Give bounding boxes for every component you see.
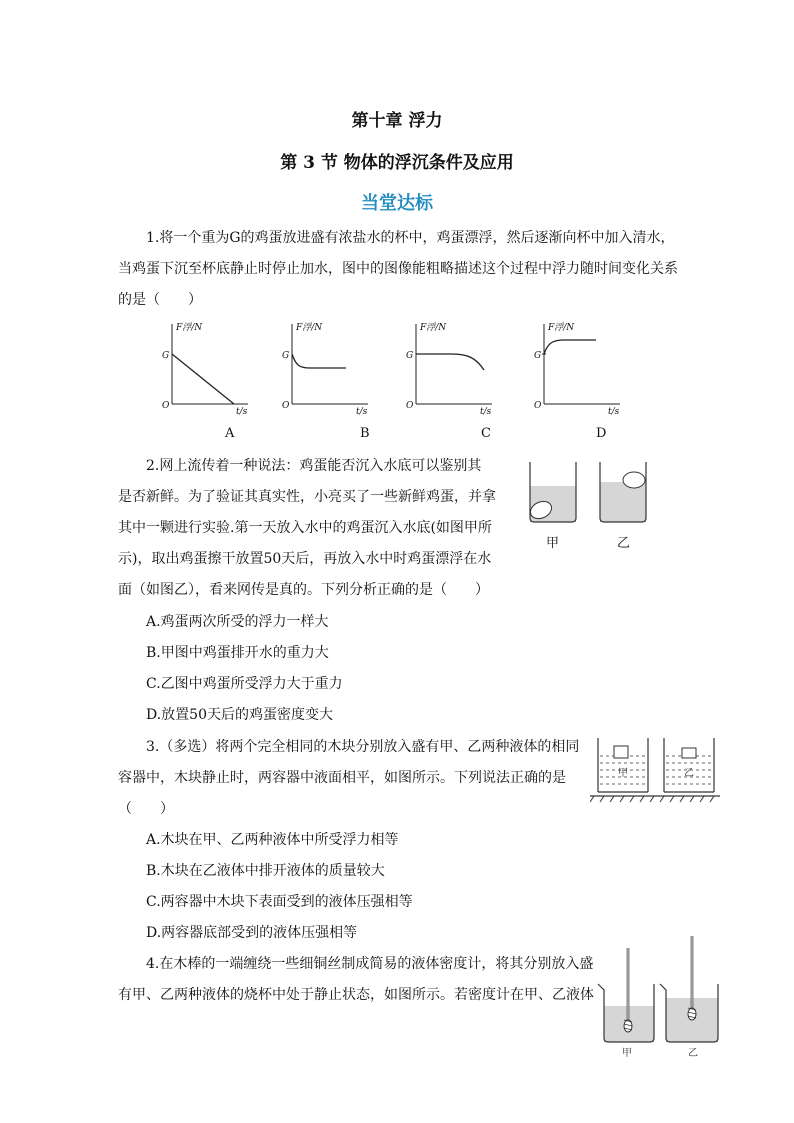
q1d-x-label: t/s (608, 407, 620, 417)
q3-wood-block-figure (590, 730, 720, 806)
q4-fig-label-yi: 乙 (688, 1048, 698, 1059)
q3-fig-label-yi: 乙 (684, 768, 694, 779)
q1c-y-label: F浮/N (420, 323, 447, 333)
q3-option-b[interactable]: B.木块在乙液体中排开液体的质量较大 (146, 863, 385, 879)
q2-option-d[interactable]: D.放置50天后的鸡蛋密度变大 (146, 707, 333, 723)
egg-floating (623, 472, 645, 488)
q3-option-d[interactable]: D.两容器底部受到的液体压强相等 (146, 925, 358, 941)
q2-fig-label-jia: 甲 (546, 536, 560, 551)
q4-line-2: 有甲、乙两种液体的烧杯中处于静止状态，如图所示。若密度计在甲、乙液体 (118, 987, 594, 1003)
q2-egg-beakers-figure (522, 458, 662, 550)
q4-hydrometer-figure (594, 930, 724, 1060)
q2-option-c[interactable]: C.乙图中鸡蛋所受浮力大于重力 (146, 676, 343, 692)
q2-option-b[interactable]: B.甲图中鸡蛋排开水的重力大 (146, 645, 329, 661)
q1-option-a[interactable]: A (225, 426, 235, 441)
q1c-origin: O (406, 401, 414, 411)
q2-line-3: 其中一颗进行实验.第一天放入水中的鸡蛋沉入水底(如图甲所 (118, 520, 492, 536)
q4-fig-label-jia: 甲 (622, 1048, 632, 1059)
q1-line-3: 的是（ ） (118, 292, 202, 308)
q1c-g-label: G (406, 351, 414, 361)
q1b-x-label: t/s (356, 407, 368, 417)
q1b-g-label: G (282, 351, 290, 361)
wood-block-yi (682, 748, 696, 758)
q1a-y-label: F浮/N (176, 323, 203, 333)
q3-line-2: 容器中，木块静止时，两容器中液面相平，如图所示。下列说法正确的是 (118, 770, 566, 786)
q1-line-2: 当鸡蛋下沉至杯底静止时停止加水，图中的图像能粗略描述这个过程中浮力随时间变化关系 (118, 261, 678, 277)
q2-line-1: 2.网上流传着一种说法：鸡蛋能否沉入水底可以鉴别其 (146, 458, 482, 474)
q1-graphs-figure (150, 318, 630, 418)
q1-option-b[interactable]: B (360, 426, 370, 441)
q1b-y-label: F浮/N (296, 323, 323, 333)
q2-fig-label-yi: 乙 (617, 536, 631, 551)
q2-line-5: 面（如图乙），看来网传是真的。下列分析正确的是（ ） (118, 582, 489, 598)
q1d-g-label: G (534, 351, 542, 361)
q2-line-4: 示)，取出鸡蛋擦干放置50天后，再放入水中时鸡蛋漂浮在水 (118, 551, 492, 567)
q1d-y-label: F浮/N (548, 323, 575, 333)
wood-block-jia (614, 746, 628, 758)
q1a-x-label: t/s (236, 407, 248, 417)
q2-line-2: 是否新鲜。为了验证其真实性，小亮买了一些新鲜鸡蛋，并拿 (118, 489, 496, 505)
q1c-x-label: t/s (480, 407, 492, 417)
q2-option-a[interactable]: A.鸡蛋两次所受的浮力一样大 (146, 614, 329, 630)
q1a-g-label: G (162, 351, 170, 361)
q1a-origin: O (162, 401, 170, 411)
section-title: 第 3 节 物体的浮沉条件及应用 (280, 153, 514, 173)
q1d-origin: O (534, 401, 542, 411)
q3-option-a[interactable]: A.木块在甲、乙两种液体中所受浮力相等 (146, 832, 399, 848)
q1b-origin: O (282, 401, 290, 411)
q3-line-1: 3.（多选）将两个完全相同的木块分别放入盛有甲、乙两种液体的相同 (146, 739, 580, 755)
exercise-heading: 当堂达标 (361, 193, 433, 214)
q1-line-1: 1.将一个重为G的鸡蛋放进盛有浓盐水的杯中，鸡蛋漂浮，然后逐渐向杯中加入清水， (146, 230, 675, 246)
chapter-title: 第十章 浮力 (351, 111, 443, 131)
q1-option-c[interactable]: C (481, 426, 491, 441)
q3-fig-label-jia: 甲 (618, 768, 628, 779)
q1-option-d[interactable]: D (596, 426, 607, 441)
q3-option-c[interactable]: C.两容器中木块下表面受到的液体压强相等 (146, 894, 413, 910)
q4-line-1: 4.在木棒的一端缠绕一些细铜丝制成简易的液体密度计，将其分别放入盛 (146, 956, 594, 972)
q3-line-3: （ ） (118, 801, 174, 817)
